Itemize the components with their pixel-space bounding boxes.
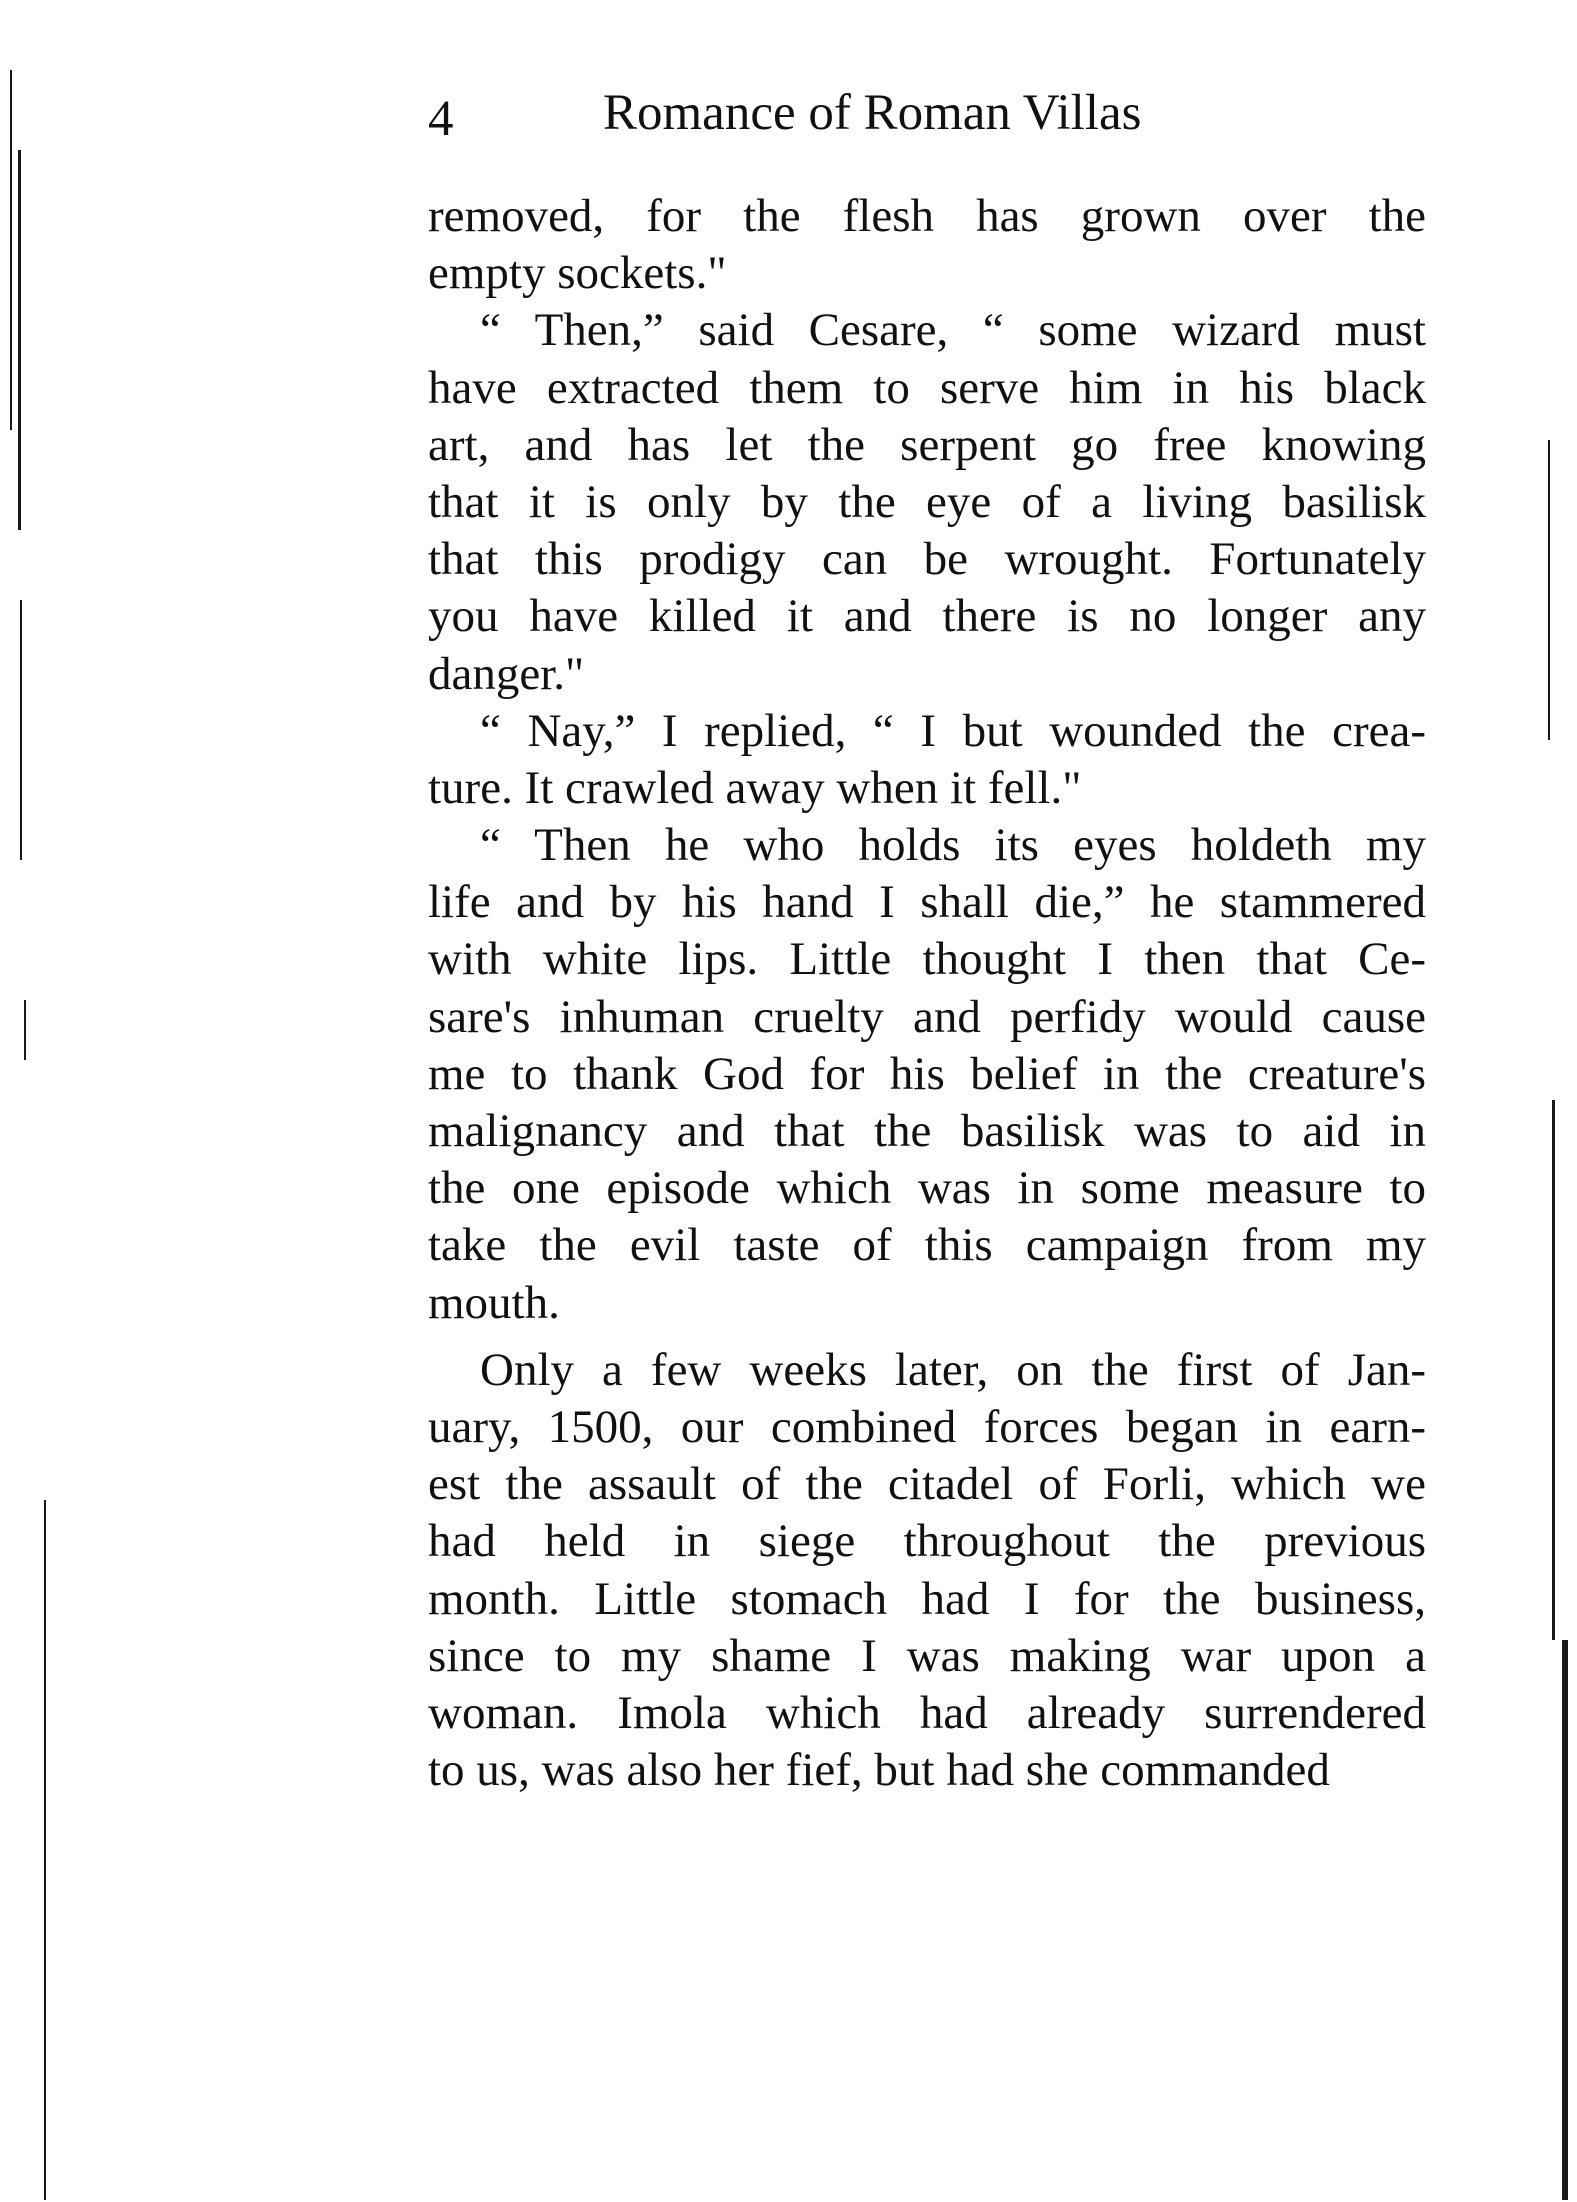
- text-line: “ Nay,” I replied, “ I but wounded the crea-: [480, 704, 1426, 757]
- text-line: Only a few weeks later, on the first of Jan-: [480, 1343, 1426, 1396]
- text-line: removed, for the flesh has grown over the: [428, 190, 1426, 242]
- text-line: “ Then he who holds its eyes holdeth my: [480, 819, 1426, 872]
- text-line: uary, 1500, our combined forces began in earn-: [428, 1400, 1426, 1453]
- body-text: [428, 188, 1426, 1799]
- text-line: since to my shame I was making war upon a: [428, 1629, 1426, 1682]
- text-line: est the assault of the citadel of Forli, which we: [428, 1458, 1426, 1511]
- scan-edge-line-left-2: [18, 150, 21, 530]
- text-line: woman. Imola which had already surrendered: [428, 1686, 1426, 1739]
- page-number: 4: [428, 91, 454, 147]
- scan-edge-line-left-5: [44, 1500, 46, 2200]
- scan-edge-line-left-4: [24, 1000, 26, 1060]
- text-line: me to thank God for his belief in the creature's: [428, 1047, 1426, 1100]
- scan-edge-line-right-2: [1552, 1100, 1555, 1640]
- text-line: sare's inhuman cruelty and perfidy would cause: [428, 990, 1426, 1043]
- scan-edge-line-left-3: [20, 600, 22, 860]
- text-line: life and by his hand I shall die,” he stammered: [428, 876, 1426, 929]
- paragraph: [428, 703, 1426, 817]
- text-line: the one episode which was in some measure to: [428, 1162, 1426, 1215]
- paragraph: [428, 1342, 1426, 1800]
- paragraph-gap: [428, 1332, 1426, 1342]
- text-line: art, and has let the serpent go free knowing: [428, 418, 1426, 471]
- text-line: that this prodigy can be wrought. Fortunately: [428, 533, 1426, 586]
- text-line: with white lips. Little thought I then that Ce-: [428, 933, 1426, 986]
- text-line: “ Then,” said Cesare, “ some wizard must: [480, 304, 1426, 357]
- paragraph: [428, 817, 1426, 1332]
- text-line: mouth.: [428, 1276, 560, 1329]
- text-line: had held in siege throughout the previous: [428, 1515, 1426, 1568]
- text-line: to us, was also her fief, but had she commanded: [428, 1744, 1330, 1797]
- running-title: Romance of Roman Villas: [603, 85, 1142, 141]
- text-line: danger.": [428, 647, 585, 700]
- paragraph: [428, 302, 1426, 702]
- text-line: month. Little stomach had I for the business,: [428, 1572, 1426, 1625]
- scan-edge-line-right: [1548, 440, 1550, 740]
- paragraph: [428, 188, 1426, 302]
- page-header: [428, 78, 1428, 148]
- scan-edge-line-left: [10, 70, 12, 430]
- text-line: empty sockets.": [428, 247, 727, 300]
- text-line: that it is only by the eye of a living basilisk: [428, 475, 1426, 528]
- text-line: you have killed it and there is no longer any: [428, 590, 1426, 643]
- text-line: ture. It crawled away when it fell.": [428, 761, 1082, 814]
- text-line: malignancy and that the basilisk was to aid in: [428, 1105, 1426, 1157]
- text-line: have extracted them to serve him in his black: [428, 361, 1426, 414]
- scan-edge-line-right-3: [1562, 1640, 1568, 2200]
- text-line: take the evil taste of this campaign from my: [428, 1219, 1426, 1272]
